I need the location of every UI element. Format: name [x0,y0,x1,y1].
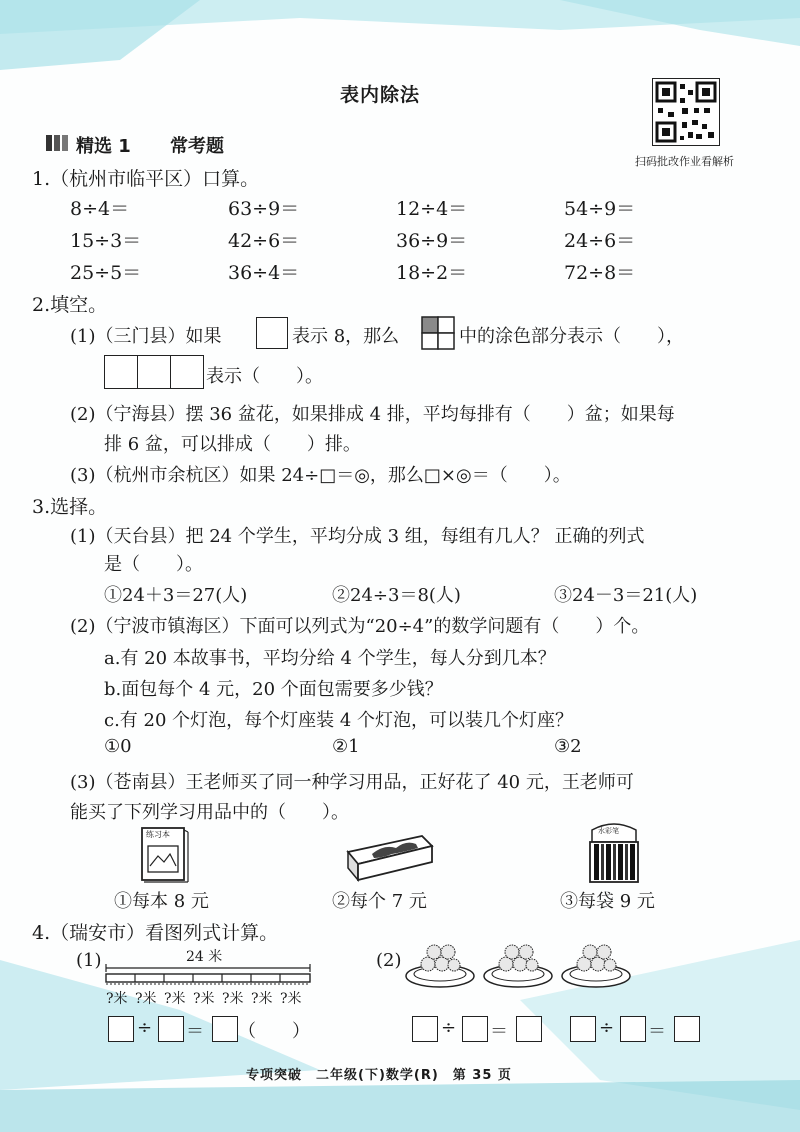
question-4-prompt: 4.（瑞安市）看图列式计算。 [32,922,279,944]
choice-option: ③2 [554,736,582,757]
choice-option: ①每本 8 元 [114,891,209,912]
plate-icon [406,945,474,987]
plate-icon [484,945,552,987]
division-sign: ÷ [599,1017,615,1038]
triple-box-3 [170,355,204,389]
oral-calc-item: 18÷2＝ [396,262,468,284]
q4-part2-label: (2) [376,950,402,971]
answer-box[interactable] [212,1016,238,1042]
segment-label: ?米 [222,991,244,1007]
page-footer: 专项突破 二年级(下)数学(R) 第 35 页 [246,1068,512,1083]
section-marker-icon [46,133,74,153]
q3-part3-text: (3)（苍南县）王老师买了同一种学习用品，正好花了 40 元，王老师可 [70,772,634,793]
answer-box[interactable] [108,1016,134,1042]
answer-box[interactable] [158,1016,184,1042]
segment-label: ?米 [164,991,186,1007]
q2-part2-text: 排 6 盆，可以排成（ ）排。 [104,434,361,455]
oral-calc-item: 25÷5＝ [70,262,142,284]
choice-option: ②24÷3＝8(人) [332,585,461,606]
page-title: 表内除法 [340,84,421,106]
plate-icon [562,945,630,987]
oral-calc-item: 24÷6＝ [564,230,636,252]
oral-calc-item: 63÷9＝ [228,198,300,220]
bar-total-label: 24 米 [186,949,223,965]
choice-option: ①24＋3＝27(人) [104,585,248,606]
answer-box[interactable] [412,1016,438,1042]
answer-box[interactable] [674,1016,700,1042]
answer-box[interactable] [462,1016,488,1042]
choice-option: ②1 [332,736,360,757]
segment-label: ?米 [106,991,128,1007]
question-3-prompt: 3.选择。 [32,496,108,518]
oral-calc-item: 36÷9＝ [396,230,468,252]
q2-part1-text: 中的涂色部分表示（ ）， [459,326,684,347]
division-sign: ÷ [137,1017,153,1038]
q2-part1-text: (1)（三门县）如果 [70,326,222,347]
oral-calc-item: 15÷3＝ [70,230,142,252]
segment-label: ?米 [193,991,215,1007]
choice-option: ③每袋 9 元 [560,891,655,912]
oral-calc-item: 42÷6＝ [228,230,300,252]
oral-calc-item: 72÷8＝ [564,262,636,284]
q3-part1-text: 是（ ）。 [104,554,203,575]
pencil-box-icon [344,822,436,882]
q2-part1-text: 表示（ ）。 [206,366,323,387]
division-sign: ÷ [441,1017,457,1038]
answer-box[interactable] [516,1016,542,1042]
equals-sign: ＝ [490,1021,508,1042]
unit-square-box [256,317,288,349]
segment-label: ?米 [135,991,157,1007]
oral-calc-item: 12÷4＝ [396,198,468,220]
q4-part1-label: (1) [76,950,102,971]
q3-part1-text: (1)（天台县）把 24 个学生，平均分成 3 组，每组有几人？ 正确的列式 [70,526,645,547]
choice-option: ③24－3＝21(人) [554,585,698,606]
q3-part2-line: b.面包每个 4 元，20 个面包需要多少钱？ [104,679,443,700]
equals-sign: ＝ [648,1021,666,1042]
q2-part2-text: (2)（宁海县）摆 36 盆花，如果排成 4 排，平均每排有（ ）盆；如果每 [70,404,675,425]
oral-calc-item: 36÷4＝ [228,262,300,284]
q3-part2-line: c.有 20 个灯泡，每个灯座装 4 个灯泡，可以装几个灯座？ [104,710,574,731]
answer-box[interactable] [570,1016,596,1042]
q3-part3-text: 能买了下列学习用品中的（ ）。 [70,802,349,823]
equals-sign: ＝ [186,1021,204,1042]
section-title: 常考题 [170,136,224,157]
section-label: 精选 1 [76,136,131,157]
oral-calc-item: 8÷4＝ [70,198,130,220]
segment-label: ?米 [280,991,302,1007]
shaded-quarter-grid [421,316,455,350]
question-1-prompt: 1.（杭州市临平区）口算。 [32,168,260,190]
q3-part2-line: a.有 20 本故事书，平均分给 4 个学生，每人分到几本？ [104,648,556,669]
q3-part2-text: (2)（宁波市镇海区）下面可以列式为“20÷4”的数学问题有（ ）个。 [70,616,650,637]
triple-box-2 [137,355,171,389]
question-2-prompt: 2.填空。 [32,294,108,316]
crayon-bag-label: 水彩笔 [598,827,619,835]
q2-part3-text: (3)（杭州市余杭区）如果 24÷□＝◎，那么□×◎＝（ ）。 [70,465,571,486]
q2-part1-text: 表示 8，那么 [292,326,400,347]
choice-option: ①0 [104,736,132,757]
oral-calc-item: 54÷9＝ [564,198,636,220]
segment-label: ?米 [251,991,273,1007]
triple-box-1 [104,355,138,389]
unit-blank: （ ） [238,1021,310,1042]
answer-box[interactable] [620,1016,646,1042]
qr-code-icon [652,78,720,146]
notebook-label: 练习本 [146,830,170,839]
choice-option: ②每个 7 元 [332,891,427,912]
qr-caption: 扫码批改作业看解析 [635,155,734,168]
fruit-plates-diagram [404,940,636,990]
